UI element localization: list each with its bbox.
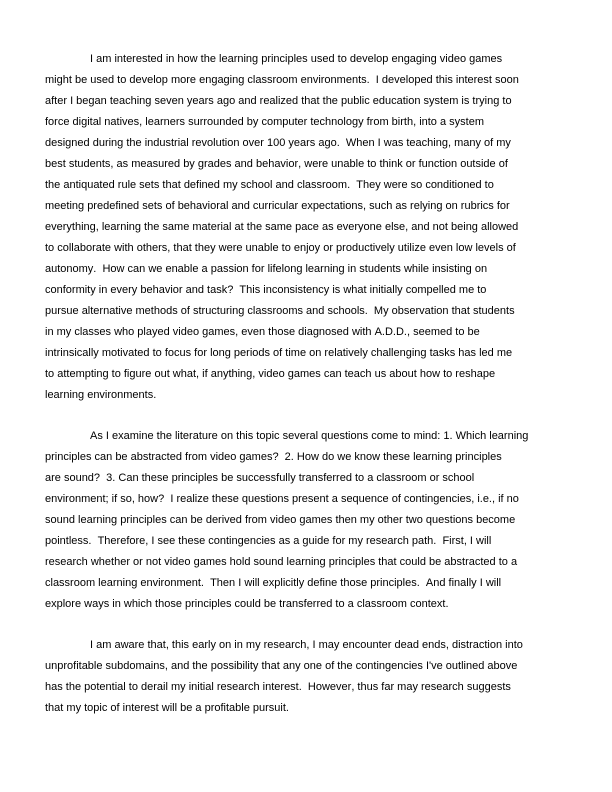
text-line: that my topic of interest will be a profitable pursuit.: [45, 702, 289, 714]
text-line: classroom learning environment. Then I will explicitly define those principles. And finally I will: [45, 577, 502, 589]
text-line: are sound? 3. Can these principles be successfully transferred to a classroom or school: [45, 472, 475, 484]
text-line: intrinsically motivated to focus for long periods of time on relatively challenging tasks has led me: [45, 347, 513, 359]
text-line: meeting predefined sets of behavioral and curricular expectations, such as relying on rubrics for: [45, 200, 510, 212]
text-line: As I examine the literature on this topic several questions come to mind: 1. Which learning: [90, 430, 529, 442]
text-line: sound learning principles can be derived from video games then my other two questions become: [45, 514, 516, 526]
text-line: to attempting to figure out what, if anything, video games can teach us about how to reshape: [45, 368, 496, 380]
text-line: research whether or not video games hold sound learning principles that could be abstracted to a: [45, 556, 518, 568]
text-line: designed during the industrial revolution over 100 years ago. When I was teaching, many of my: [45, 137, 511, 149]
text-line: the antiquated rule sets that defined my school and classroom. They were so conditioned to: [45, 179, 494, 191]
text-line: environment; if so, how? I realize these questions present a sequence of contingencies, i.e., if no: [45, 493, 519, 505]
text-line: I am interested in how the learning principles used to develop engaging video games: [90, 53, 503, 65]
paragraph: [45, 426, 567, 615]
text-line: unprofitable subdomains, and the possibility that any one of the contingencies I've outlined above: [45, 660, 518, 672]
text-line: pointless. Therefore, I see these contingencies as a guide for my research path. First, I will: [45, 535, 492, 547]
text-line: to collaborate with others, that they were unable to enjoy or productively utilize even low levels of: [45, 242, 516, 254]
text-line: autonomy. How can we enable a passion for lifelong learning in students while insisting on: [45, 263, 488, 275]
text-line: after I began teaching seven years ago and realized that the public education system is trying to: [45, 95, 512, 107]
text-line: pursue alternative methods of structuring classrooms and schools. My observation that students: [45, 305, 515, 317]
text-line: explore ways in which those principles could be transferred to a classroom context.: [45, 598, 449, 610]
paragraph: [45, 49, 567, 406]
text-line: everything, learning the same material at the same pace as everyone else, and not being allowed: [45, 221, 519, 233]
text-line: has the potential to derail my initial research interest. However, thus far may research suggests: [45, 681, 511, 693]
text-line: principles can be abstracted from video games? 2. How do we know these learning principles: [45, 451, 502, 463]
document-body: [45, 49, 567, 719]
text-line: best students, as measured by grades and behavior, were unable to think or function outside of: [45, 158, 508, 170]
text-line: learning environments.: [45, 389, 157, 401]
paragraph: [45, 635, 567, 719]
text-line: in my classes who played video games, even those diagnosed with A.D.D., seemed to be: [45, 326, 480, 338]
text-line: I am aware that, this early on in my research, I may encounter dead ends, distraction into: [90, 639, 523, 651]
text-line: force digital natives, learners surrounded by computer technology from birth, into a system: [45, 116, 484, 128]
text-line: conformity in every behavior and task? This inconsistency is what initially compelled me to: [45, 284, 487, 296]
text-line: might be used to develop more engaging classroom environments. I developed this interest soon: [45, 74, 519, 86]
